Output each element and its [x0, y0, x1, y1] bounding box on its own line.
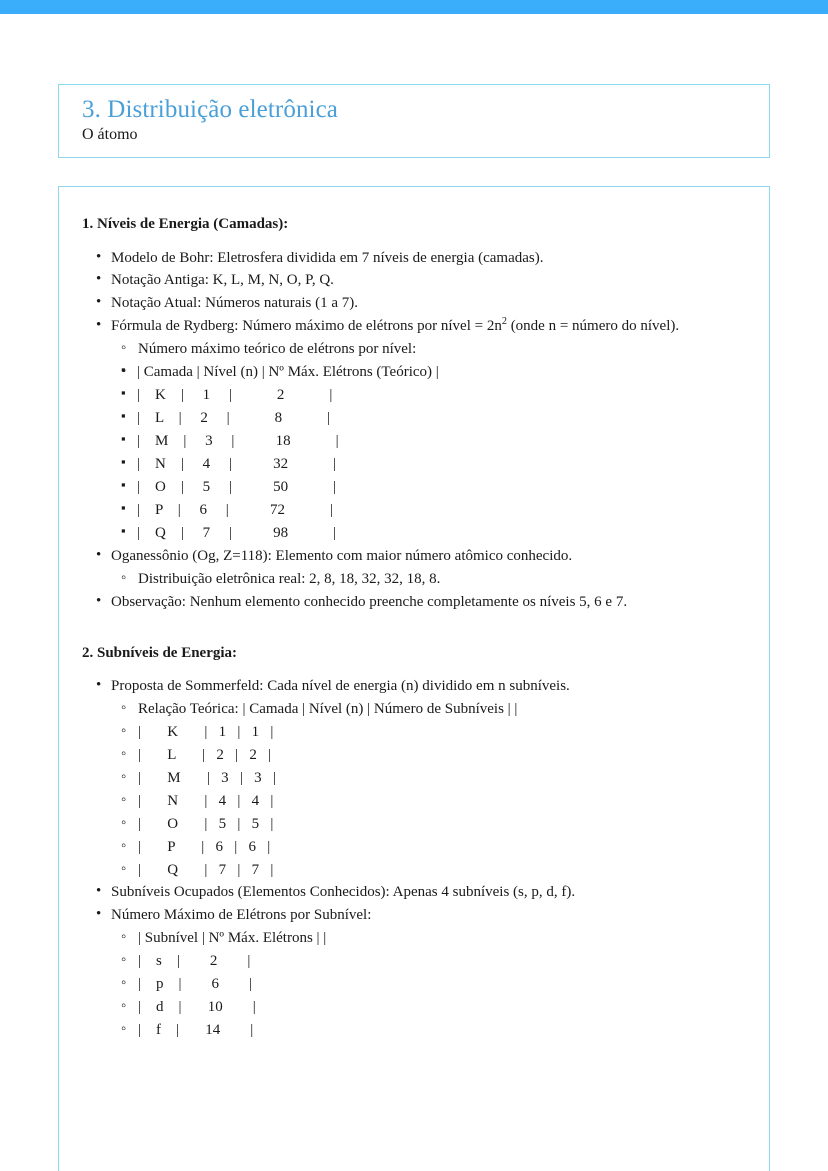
table-row: ◦ | f | 14 |: [111, 1019, 747, 1042]
rydberg-sublist: [111, 338, 747, 544]
table-row: ▪ | O | 5 | 50 |: [111, 476, 747, 499]
list-item-max-electrons: [82, 904, 747, 1042]
table-row: ◦ | L | 2 | 2 |: [111, 744, 747, 767]
page-title: 3. Distribuição eletrônica: [82, 96, 338, 123]
content-card: [58, 186, 770, 1171]
table-row: ▪ | M | 3 | 18 |: [111, 430, 747, 453]
table-row: ◦ | O | 5 | 5 |: [111, 813, 747, 836]
table-header-row: ◦ | Subnível | Nº Máx. Elétrons | |: [111, 927, 747, 950]
table-row: ◦ | N | 4 | 4 |: [111, 790, 747, 813]
max-electrons-label: Número Máximo de Elétrons por Subnível:: [111, 907, 372, 924]
table-row: ▪ | Q | 7 | 98 |: [111, 522, 747, 545]
sommerfeld-table: [111, 698, 747, 882]
list-item: ◦ Número máximo teórico de elétrons por nível:: [111, 338, 747, 361]
list-item: • Modelo de Bohr: Eletrosfera dividida em 7 níveis de energia (camadas).: [82, 247, 747, 270]
rydberg-formula-prefix: Fórmula de Rydberg: Número máximo de elétrons por nível = 2n: [111, 318, 502, 335]
list-item-observation: • Observação: Nenhum elemento conhecido preenche completamente os níveis 5, 6 e 7.: [82, 591, 747, 614]
table-row: ◦ | Q | 7 | 7 |: [111, 859, 747, 882]
list-item-oganesson: [82, 545, 747, 591]
section-heading-1: 1. Níveis de Energia (Camadas):: [82, 216, 289, 232]
list-item-rydberg: [82, 315, 747, 544]
table-row: ◦ | P | 6 | 6 |: [111, 836, 747, 859]
content-body: [59, 187, 769, 1042]
oganesson-sublist: [111, 568, 747, 591]
list-item-occupied-sublevels: • Subníveis Ocupados (Elementos Conhecidos): Apenas 4 subníveis (s, p, d, f).: [82, 881, 747, 904]
sommerfeld-label: Proposta de Sommerfeld: Cada nível de energia (n) dividido em n subníveis.: [111, 678, 570, 694]
section-heading-2: 2. Subníveis de Energia:: [82, 644, 238, 661]
rydberg-formula-suffix: (onde n = número do nível).: [506, 318, 680, 335]
section-2-list: [82, 675, 747, 1042]
section-1-list: [82, 247, 747, 614]
table-row: ▪ | K | 1 | 2 |: [111, 384, 747, 407]
page-subtitle: O átomo: [82, 126, 138, 143]
top-accent-bar: [0, 0, 828, 14]
oganesson-label: Oganessônio (Og, Z=118): Elemento com maior número atômico conhecido.: [111, 547, 573, 564]
title-card-inner: [59, 85, 769, 145]
list-item: • Notação Antiga: K, L, M, N, O, P, Q.: [82, 269, 747, 292]
theoretical-table-wrapper: [111, 361, 747, 545]
title-card: [58, 84, 770, 158]
rydberg-exponent: 2: [501, 316, 507, 328]
list-item-sommerfeld: [82, 675, 747, 881]
table-row: ▪ | P | 6 | 72 |: [111, 499, 747, 522]
theoretical-electrons-table: [111, 361, 747, 545]
table-row: ◦ | K | 1 | 1 |: [111, 721, 747, 744]
list-item: • Notação Atual: Números naturais (1 a 7).: [82, 292, 747, 315]
table-row: ◦ | M | 3 | 3 |: [111, 767, 747, 790]
table-row: ◦ | s | 2 |: [111, 950, 747, 973]
max-electrons-table: [111, 927, 747, 1042]
table-row: ▪ | N | 4 | 32 |: [111, 453, 747, 476]
table-header-row: ▪ ◦ | Camada | Nível (n) | Nº Máx. Elétrons (Teórico) |: [111, 361, 747, 384]
table-row: ▪ | L | 2 | 8 |: [111, 407, 747, 430]
list-item: ◦ Distribuição eletrônica real: 2, 8, 18, 32, 32, 18, 8.: [111, 568, 747, 591]
table-row: ◦ | p | 6 |: [111, 973, 747, 996]
table-header-row: ◦ Relação Teórica: | Camada | Nível (n) | Número de Subníveis | |: [111, 698, 747, 721]
table-row: ◦ | d | 10 |: [111, 996, 747, 1019]
